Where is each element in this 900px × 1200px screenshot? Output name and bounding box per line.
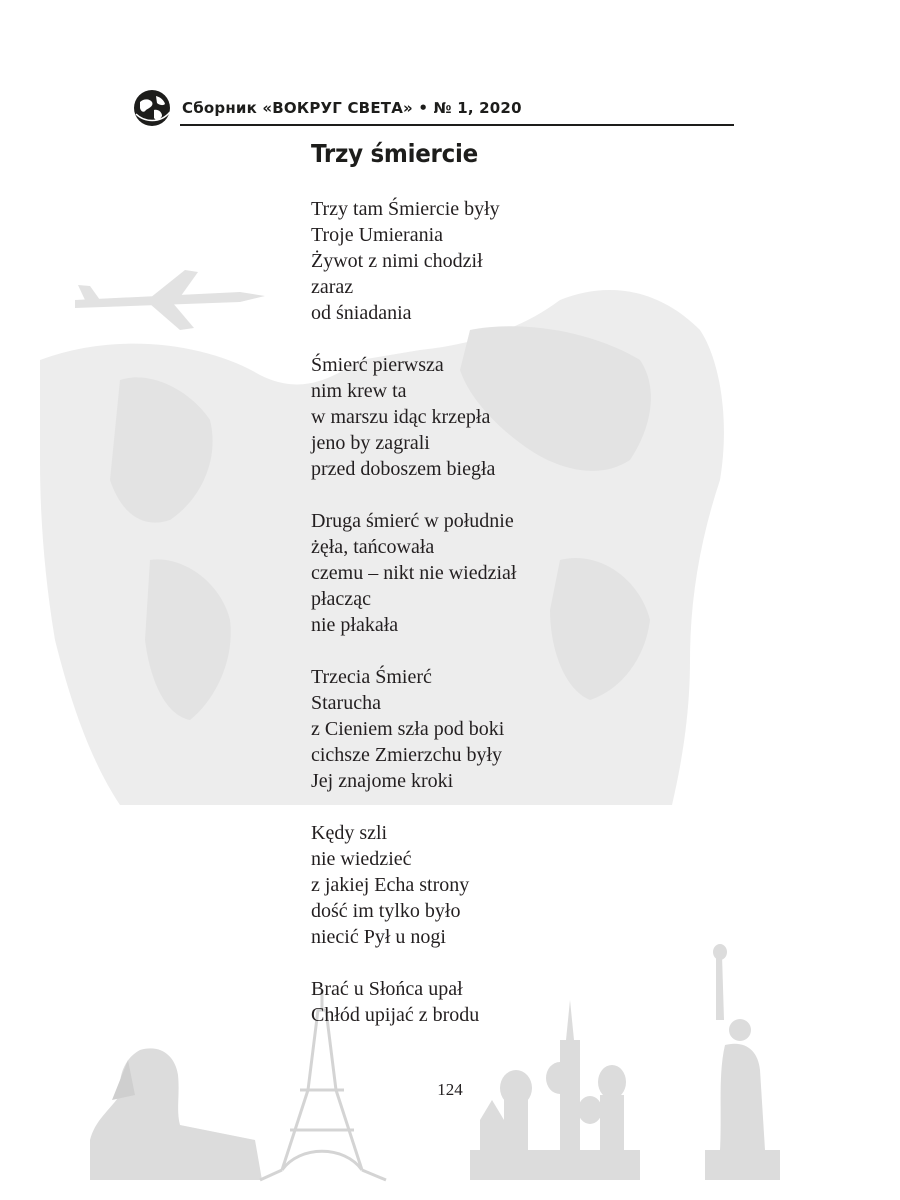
globe-icon [132, 88, 172, 128]
airplane-watermark [75, 270, 265, 330]
poem-body [311, 196, 731, 1054]
poem-line: Trzecia Śmierć [311, 666, 432, 688]
stanza [311, 820, 731, 950]
page-number: 124 [437, 1080, 463, 1099]
poem-line: Żywot z nimi chodził [311, 250, 483, 272]
poem-line: Druga śmierć w południe [311, 510, 514, 532]
stanza [311, 508, 731, 638]
poem-line: przed doboszem biegła [311, 458, 496, 480]
poem-line: od śniadania [311, 302, 412, 324]
poem-line: Brać u Słońca upał [311, 978, 463, 1000]
poem-line: Trzy tam Śmiercie były [311, 198, 500, 220]
sphinx-watermark [90, 1048, 262, 1180]
poem-line: cichsze Zmierzchu były [311, 744, 503, 766]
poem-line: płacząc [311, 588, 371, 610]
poem-line: z Cieniem szła pod boki [311, 718, 505, 740]
poem-line: Kędy szli [311, 822, 388, 844]
poem-line: zaraz [311, 276, 354, 298]
poem-line: czemu – nikt nie wiedział [311, 562, 517, 584]
stanza [311, 196, 731, 326]
poem-line: dość im tylko było [311, 900, 461, 922]
stanza [311, 352, 731, 482]
poem-line: nim krew ta [311, 380, 407, 402]
header-rule [180, 124, 734, 126]
poem-line: nie płakała [311, 614, 399, 636]
running-header [132, 88, 734, 128]
poem-line: Troje Umierania [311, 224, 444, 246]
poem-line: żęła, tańcowała [311, 536, 435, 558]
poem-line: jeno by zagrali [311, 432, 430, 454]
poem-line: z jakiej Echa strony [311, 874, 470, 896]
poem-title: Trzy śmiercie [311, 139, 478, 168]
poem-line: nie wiedzieć [311, 848, 412, 870]
poem-line: Jej znajome kroki [311, 770, 454, 792]
poem-line: niecić Pył u nogi [311, 926, 446, 948]
poem-line: Starucha [311, 692, 381, 714]
publication-title: Сборник «ВОКРУГ СВЕТА» • № 1, 2020 [182, 99, 522, 117]
poem-line: Chłód upijać z brodu [311, 1004, 480, 1026]
poem-line: Śmierć pierwsza [311, 354, 444, 376]
stanza [311, 664, 731, 794]
stanza [311, 976, 731, 1028]
poem-line: w marszu idąc krzepła [311, 406, 491, 428]
